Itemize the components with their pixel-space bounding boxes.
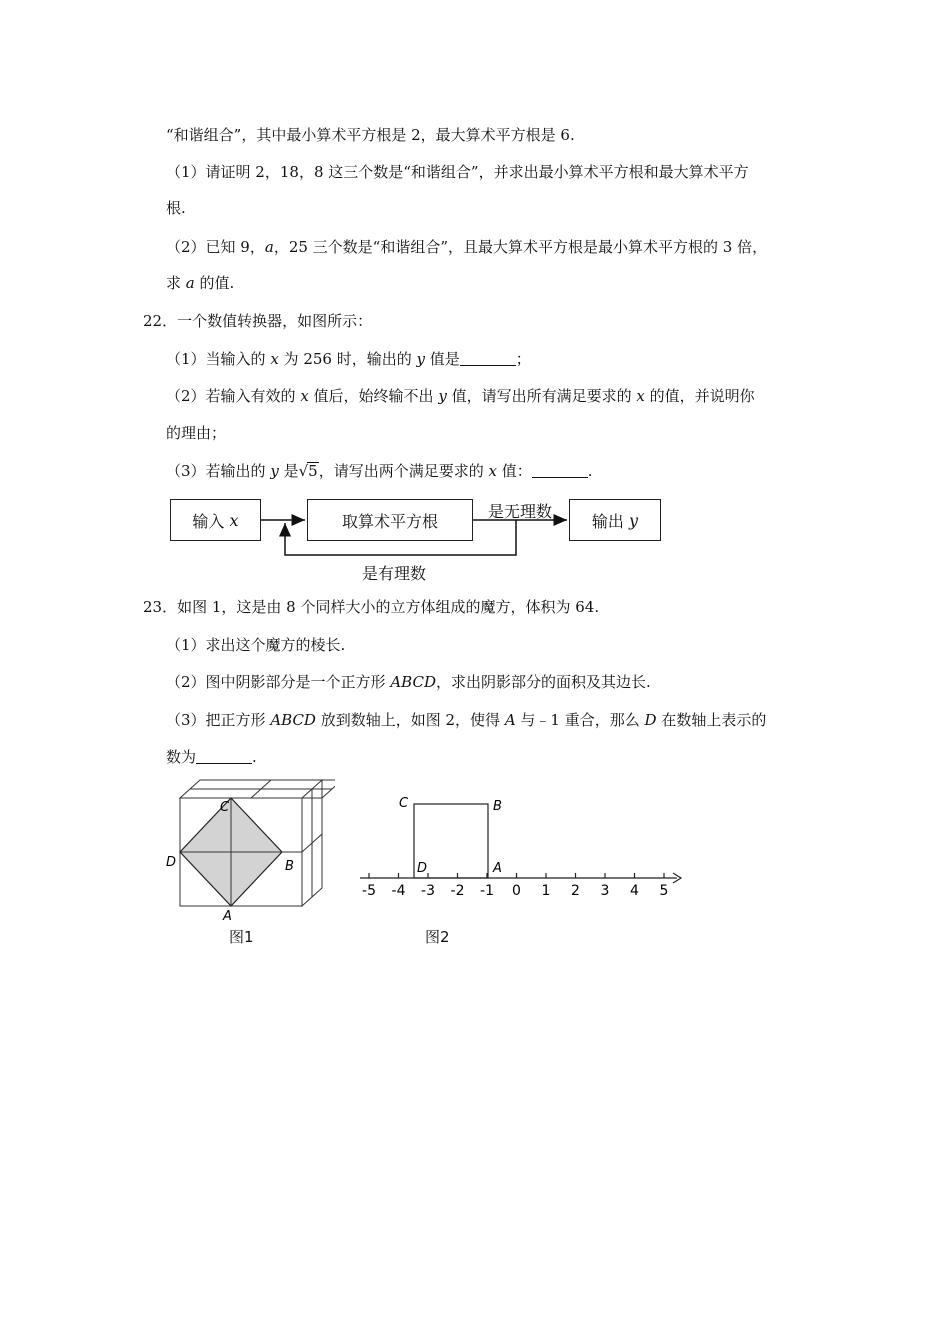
tick-label: -4 — [391, 883, 406, 899]
q22-p3-end: . — [587, 462, 593, 480]
tick-label: -5 — [362, 883, 376, 899]
q22-p2-a: （2）若输入有效的 — [166, 387, 301, 405]
q22-p1-end: ； — [515, 350, 531, 368]
process-label: 取算术平方根 — [341, 511, 438, 531]
tick-label: 4 — [630, 883, 639, 899]
q21-p2l2-a: 求 — [166, 274, 186, 292]
q21-line1: “和谐组合”，其中最小算术平方根是 2，最大算术平方根是 6. — [166, 126, 575, 144]
q22-p3-y: y — [270, 462, 279, 480]
label-B: B — [285, 859, 294, 874]
q21-p2l2-b: 的值. — [194, 274, 235, 292]
answer-blank[interactable] — [196, 749, 252, 764]
label-C: C — [220, 800, 230, 815]
figure2-number-line — [355, 790, 690, 905]
tick-label: 1 — [541, 883, 551, 899]
q21-part1-line2: 根. — [166, 199, 186, 217]
q22-p3-d: 值： — [496, 462, 532, 480]
irrational-label: 是无理数 — [488, 502, 553, 521]
label-A: A — [223, 909, 232, 923]
q21-p2-var-a: a — [264, 238, 274, 256]
flow-arrows — [0, 0, 950, 600]
q22-p3-a: （3）若输出的 — [166, 462, 271, 480]
label-B: B — [493, 799, 502, 814]
tick-label: -3 — [421, 883, 435, 899]
tick-label: 3 — [600, 883, 610, 899]
tick-label: -1 — [480, 883, 494, 899]
q21-p2-text-a: （2）已知 9， — [166, 238, 265, 256]
arrow-loop-back — [285, 520, 516, 555]
tick-label: 5 — [659, 883, 669, 899]
q23-p3-d: 在数轴上表示的 — [656, 711, 767, 729]
figure1-cube — [160, 778, 335, 923]
q23-p2-b: ，求出阴影部分的面积及其边长. — [435, 673, 651, 691]
q23-p3-a: （3）把正方形 — [166, 711, 271, 729]
q23-part1: （1）求出这个魔方的棱长. — [166, 636, 346, 654]
q23-stem: 23．如图 1，这是由 8 个同样大小的立方体组成的魔方，体积为 64. — [143, 598, 600, 616]
input-label: 输入 — [192, 511, 225, 531]
q22-p1-a: （1）当输入的 — [166, 350, 271, 368]
q23-part3-line2 — [166, 747, 257, 767]
rational-label: 是有理数 — [362, 564, 427, 583]
tick-label: 2 — [571, 883, 580, 899]
q23-part2 — [166, 672, 651, 692]
q23-p3-D: D — [644, 711, 657, 729]
q22-p2-x: x — [300, 387, 309, 405]
q22-p1-y: y — [416, 350, 425, 368]
tick-label: -2 — [450, 883, 465, 899]
q22-p3-b: 是 — [278, 462, 299, 480]
q23-p2-a: （2）图中阴影部分是一个正方形 — [166, 673, 391, 691]
tick-group — [362, 873, 668, 899]
output-label: 输出 — [591, 511, 624, 531]
q23-p3-A: A — [504, 711, 516, 729]
figure2-caption: 图2 — [425, 928, 450, 946]
q22-p2-b: 值后，始终输不出 — [308, 387, 439, 405]
tick-label: 0 — [512, 883, 521, 899]
output-var: y — [629, 510, 639, 530]
q22-p2-y: y — [438, 387, 447, 405]
sqrt-radicand: 5 — [308, 462, 318, 480]
q23-p3-abcd: ABCD — [270, 711, 316, 729]
q22-p1-x: x — [270, 350, 279, 368]
label-C: C — [399, 796, 409, 811]
figure1-caption: 图1 — [229, 928, 254, 946]
label-A: A — [493, 861, 502, 876]
q23-part3-line1 — [166, 710, 766, 730]
q22-p2-x2: x — [636, 387, 645, 405]
q23-p3-end: . — [252, 748, 257, 766]
q23-p3-c: 与﹣1 重合，那么 — [515, 711, 645, 729]
q21-p2l2-var: a — [185, 274, 195, 292]
q22-stem: 22．一个数值转换器，如图所示： — [143, 312, 373, 330]
q22-part2-line2: 的理由； — [166, 424, 227, 442]
q22-p2-c: 值，请写出所有满足要求的 — [446, 387, 637, 405]
q21-p2-text-b: ，25 三个数是“和谐组合”，且最大算术平方根是最小算术平方根的 3 倍， — [273, 238, 768, 256]
label-D: D — [417, 861, 428, 876]
q22-p1-b: 为 256 时，输出的 — [278, 350, 417, 368]
input-var: x — [229, 510, 239, 530]
q23-p2-abcd: ABCD — [390, 673, 436, 691]
label-D: D — [166, 855, 177, 870]
q23-p3-b: 放到数轴上，如图 2，使得 — [315, 711, 505, 729]
q22-p3-x: x — [488, 462, 497, 480]
q23-p3-line2: 数为 — [166, 748, 197, 766]
q22-p2-d: 的值，并说明你 — [644, 387, 755, 405]
q22-p1-c: 值是 — [424, 350, 460, 368]
q22-p3-c: ，请写出两个满足要求的 — [318, 462, 489, 480]
sqrt-sign: √ — [298, 462, 309, 480]
q21-part1-line1: （1）请证明 2，18，8 这三个数是“和谐组合”，并求出最小算术平方根和最大算术平方 — [166, 163, 749, 181]
